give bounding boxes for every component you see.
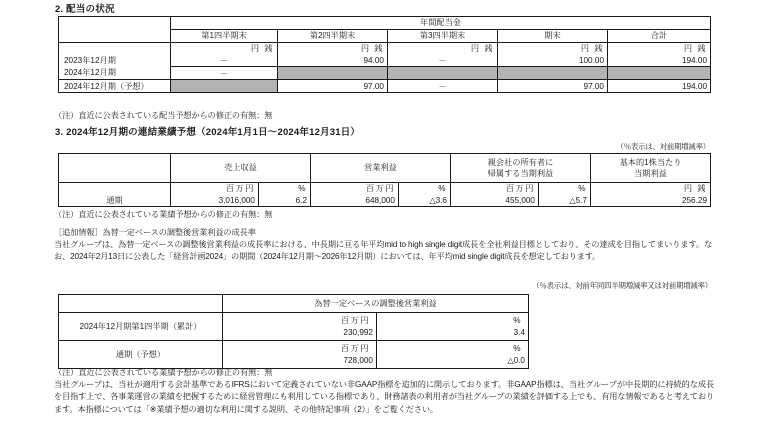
dividend-2024-q3 [388, 67, 498, 80]
forecast-unit-rowlabel [59, 183, 171, 195]
fx-fy-amount-cell [223, 341, 377, 369]
dividend-row-label-2024: 2024年12月期 [59, 67, 171, 80]
table-row [59, 194, 711, 207]
dividend-2024f-q1 [171, 80, 278, 93]
dividend-2024-year-end [498, 67, 608, 80]
dividend-unit-rowlabel [59, 43, 171, 55]
dividend-table [58, 16, 711, 93]
forecast-col-basic-eps-line1: 基本的1株当たり [619, 157, 682, 167]
section-2-title: 2. 配当の状況 [55, 4, 115, 15]
fx-q1-percent: 3.4 [513, 327, 525, 337]
forecast-col-profit-attributable-line1: 親会社の所有者に [487, 157, 554, 167]
fx-q1-amount-cell [223, 313, 377, 341]
forecast-col-operating-profit: 営業利益 [311, 154, 451, 183]
dividend-row-label-2023: 2023年12月期 [59, 54, 171, 67]
dividend-2024-q2 [278, 67, 388, 80]
fx-q1-percent-unit: % [513, 316, 522, 326]
non-gaap-footer-body: 当社グループは、当社が適用する会計基準であるIFRSにおいて定義されていない非GAAP指標を追加的に開示しております。非GAAP指標は、当社グループが中長期的に持続的な成長を目指す上で、各事業運営の業績を把握するために経営管理にも利用している指標であり、財務諸表の利用者が当社グループの業績を評価する上でも、有用な情報であると考えております。本指標については「※業績予想の適切な利用に関する説明、その他特記事項（2）」をご覧ください。 [54, 380, 714, 414]
fx-table-wrap [58, 294, 529, 369]
fx-corner-cell [59, 295, 223, 313]
dividend-col-q2: 第2四半期末 [278, 30, 388, 43]
dividend-col-total: 合計 [608, 30, 711, 43]
dividend-row-label-2024-forecast: 2024年12月期（予想） [59, 80, 171, 93]
fx-fy-percent: △0.0 [507, 355, 525, 365]
forecast-operating-profit-pct: △3.6 [399, 194, 451, 207]
fx-fy-percent-cell [377, 341, 529, 369]
forecast-col-basic-eps [591, 154, 711, 183]
forecast-unit-op-pct: % [399, 183, 451, 195]
fx-adjusted-operating-profit-table [58, 294, 529, 369]
dividend-unit-year-end: 円 銭 [498, 43, 608, 55]
forecast-row-label: 通期 [59, 194, 171, 207]
forecast-table [58, 153, 711, 207]
forecast-unit-revenue: 百万円 [171, 183, 259, 195]
forecast-note: （注）直近に公表されている業績予想からの修正の有無：無 [54, 210, 273, 219]
dividend-2024f-q3: － [388, 80, 498, 93]
forecast-col-profit-attributable-line2: 帰属する当期利益 [487, 169, 554, 178]
table-row [59, 154, 711, 183]
forecast-col-profit-attributable [451, 154, 591, 183]
dividend-2023-q2: 94.00 [278, 54, 388, 67]
dividend-2024-q1: － [171, 67, 278, 80]
dividend-group-header: 年間配当金 [171, 17, 711, 30]
forecast-corner-cell [59, 154, 171, 183]
forecast-eps: 256.29 [591, 194, 711, 207]
fx-note: （注）直近に公表されている業績予想からの修正の有無：無 [54, 368, 273, 377]
forecast-profit-pct: △5.7 [539, 194, 591, 207]
fx-group-header: 為替一定ベースの調整後営業利益 [223, 295, 529, 313]
fx-fy-unit: 百万円 [340, 344, 370, 354]
forecast-revenue: 3,016,000 [171, 194, 259, 207]
dividend-2023-total: 194.00 [608, 54, 711, 67]
dividend-2024f-total: 194.00 [608, 80, 711, 93]
dividend-unit-q3: 円 銭 [388, 43, 498, 55]
forecast-col-revenue: 売上収益 [171, 154, 311, 183]
dividend-2024-total [608, 67, 711, 80]
table-row [59, 80, 711, 93]
table-row [59, 295, 529, 313]
fx-row-label-fy: 通期（予想） [59, 341, 223, 369]
section-3-title: 3. 2024年12月期の連結業績予想（2024年1月1日～2024年12月31日） [55, 127, 361, 138]
table-row [59, 54, 711, 67]
additional-info-body: 当社グループは、為替一定ベースの調整後営業利益の成長率における、中長期に亘る年平均mid to high single digit成長を全社利益目標としており、その達成を目指してまいります。なお、2024年2月13日に公表した「経営計画2024」の期間（2024年12月期～2026年12月期）においては、年平均mid single digit成長を想定しております。 [54, 240, 712, 262]
table-row [59, 313, 529, 341]
dividend-unit-q2: 円 銭 [278, 43, 388, 55]
fx-row-label-q1: 2024年12月期第1四半期（累計） [59, 313, 223, 341]
dividend-col-q1: 第1四半期末 [171, 30, 278, 43]
forecast-profit: 455,000 [451, 194, 539, 207]
forecast-unit-revenue-pct: % [259, 183, 311, 195]
fx-q1-percent-cell [377, 313, 529, 341]
additional-info-rate-note: （％表示は、対前年同四半期増減率又は対前期増減率） [532, 281, 712, 290]
dividend-2024f-year-end: 97.00 [498, 80, 608, 93]
dividend-unit-q1: 円 銭 [171, 43, 278, 55]
section-3-rate-note: （％表示は、対前期増減率） [616, 142, 710, 151]
dividend-2023-q1: － [171, 54, 278, 67]
dividend-2023-q3: － [388, 54, 498, 67]
forecast-col-basic-eps-line2: 当期利益 [634, 169, 667, 178]
dividend-table-wrap [58, 16, 711, 93]
dividend-note: （注）直近に公表されている配当予想からの修正の有無：無 [54, 111, 273, 120]
table-row [59, 341, 529, 369]
forecast-revenue-pct: 6.2 [259, 194, 311, 207]
forecast-operating-profit: 648,000 [311, 194, 399, 207]
dividend-col-year-end: 期末 [498, 30, 608, 43]
table-row [59, 17, 711, 30]
forecast-unit-eps: 円 銭 [591, 183, 711, 195]
table-row [59, 183, 711, 195]
fx-q1-amount: 230,992 [343, 327, 373, 337]
forecast-unit-profit: 百万円 [451, 183, 539, 195]
fx-fy-percent-unit: % [513, 344, 522, 354]
additional-info-heading: ［追加情報］為替一定ベースの調整後営業利益の成長率 [54, 228, 256, 237]
table-row [59, 67, 711, 80]
forecast-unit-profit-pct: % [539, 183, 591, 195]
table-row [59, 43, 711, 55]
dividend-col-q3: 第3四半期末 [388, 30, 498, 43]
fx-q1-unit: 百万円 [340, 316, 370, 326]
dividend-unit-total: 円 銭 [608, 43, 711, 55]
forecast-unit-op: 百万円 [311, 183, 399, 195]
dividend-2024f-q2: 97.00 [278, 80, 388, 93]
fx-fy-amount: 728,000 [343, 355, 373, 365]
forecast-table-wrap [58, 153, 711, 207]
dividend-corner-cell [59, 17, 171, 43]
dividend-2023-year-end: 100.00 [498, 54, 608, 67]
